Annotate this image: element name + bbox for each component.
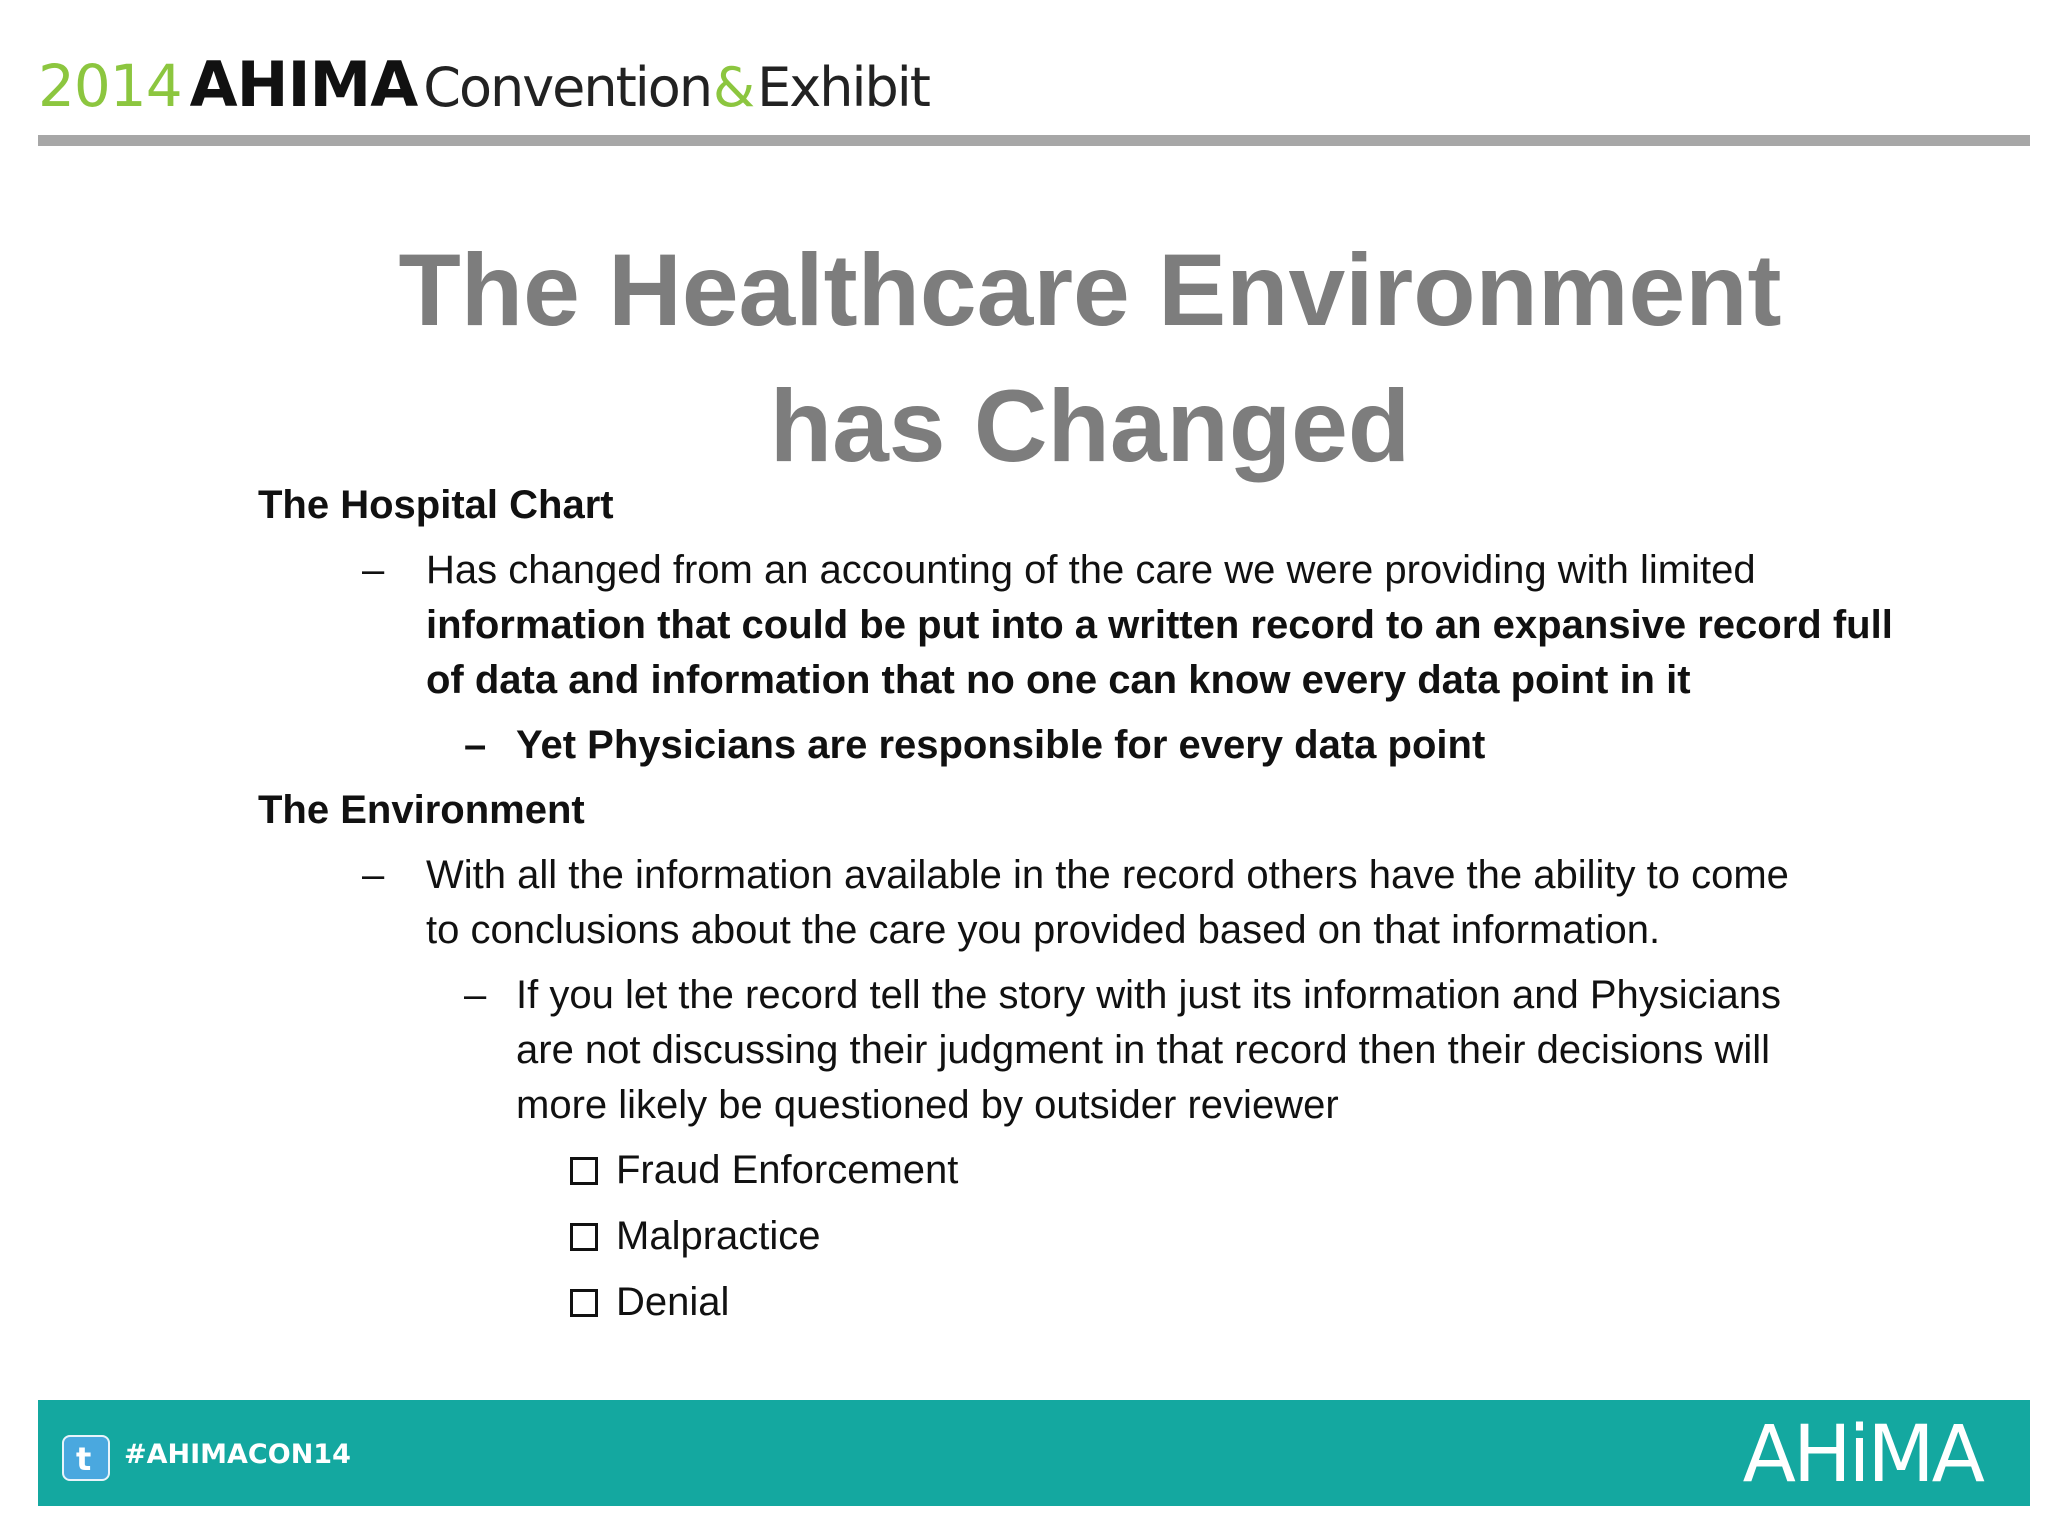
list-item-label: Denial <box>616 1280 730 1324</box>
conference-header <box>38 48 929 128</box>
footer-hashtag: #AHIMACON14 <box>124 1439 351 1470</box>
dash-bullet: – <box>362 548 385 592</box>
slide-body <box>258 478 1918 1341</box>
header-org: AHIMA <box>189 48 418 121</box>
bullet-text-line-bold: information that could be put into a written record to an expansive record full <box>426 603 1893 647</box>
bullet-text-line-bold: of data and information that no one can know every data point in it <box>426 658 1691 702</box>
checkbox-bullet-icon <box>570 1289 598 1317</box>
ahima-logo: AHiMA <box>1742 1410 1982 1500</box>
bullet-text-line: Yet Physicians are responsible for every data point <box>516 723 1486 767</box>
twitter-bird-icon: t <box>62 1435 110 1481</box>
section-heading-hospital-chart: The Hospital Chart <box>258 483 614 527</box>
list-item-fraud-enforcement <box>258 1143 1918 1198</box>
list-item-denial <box>258 1275 1918 1330</box>
checkbox-bullet-icon <box>570 1157 598 1185</box>
bullet-chart-changed <box>258 543 1918 708</box>
bullet-text-line: are not discussing their judgment in that record then their decisions will <box>516 1028 1770 1072</box>
bullet-text-line: With all the information available in the record others have the ability to come <box>426 853 1789 897</box>
dash-bullet: – <box>464 723 487 767</box>
bullet-information-available <box>258 848 1918 958</box>
dash-bullet: – <box>362 853 385 897</box>
footer-banner <box>38 1400 2030 1506</box>
list-item-label: Malpractice <box>616 1214 821 1258</box>
bullet-physicians-responsible <box>258 718 1918 773</box>
bullet-text-line: to conclusions about the care you provided based on that information. <box>426 908 1661 952</box>
bullet-text-line: more likely be questioned by outsider reviewer <box>516 1083 1339 1127</box>
slide-title-line2: has Changed <box>769 369 1411 483</box>
header-convention: Convention <box>423 56 712 119</box>
dash-bullet: – <box>464 973 487 1017</box>
header-year: 2014 <box>38 52 182 120</box>
bullet-record-story <box>258 968 1918 1133</box>
header-ampersand: & <box>713 56 756 119</box>
list-item-malpractice <box>258 1209 1918 1264</box>
slide-title-line1: The Healthcare Environment <box>398 233 1782 347</box>
bullet-text-line: If you let the record tell the story with just its information and Physicians <box>516 973 1782 1017</box>
bullet-text-line: Has changed from an accounting of the care we were providing with limited <box>426 548 1756 592</box>
header-divider <box>38 135 2030 146</box>
list-item-label: Fraud Enforcement <box>616 1148 959 1192</box>
header-exhibit: Exhibit <box>757 56 929 119</box>
checkbox-bullet-icon <box>570 1223 598 1251</box>
section-heading-environment: The Environment <box>258 788 585 832</box>
slide-title <box>300 222 1880 494</box>
